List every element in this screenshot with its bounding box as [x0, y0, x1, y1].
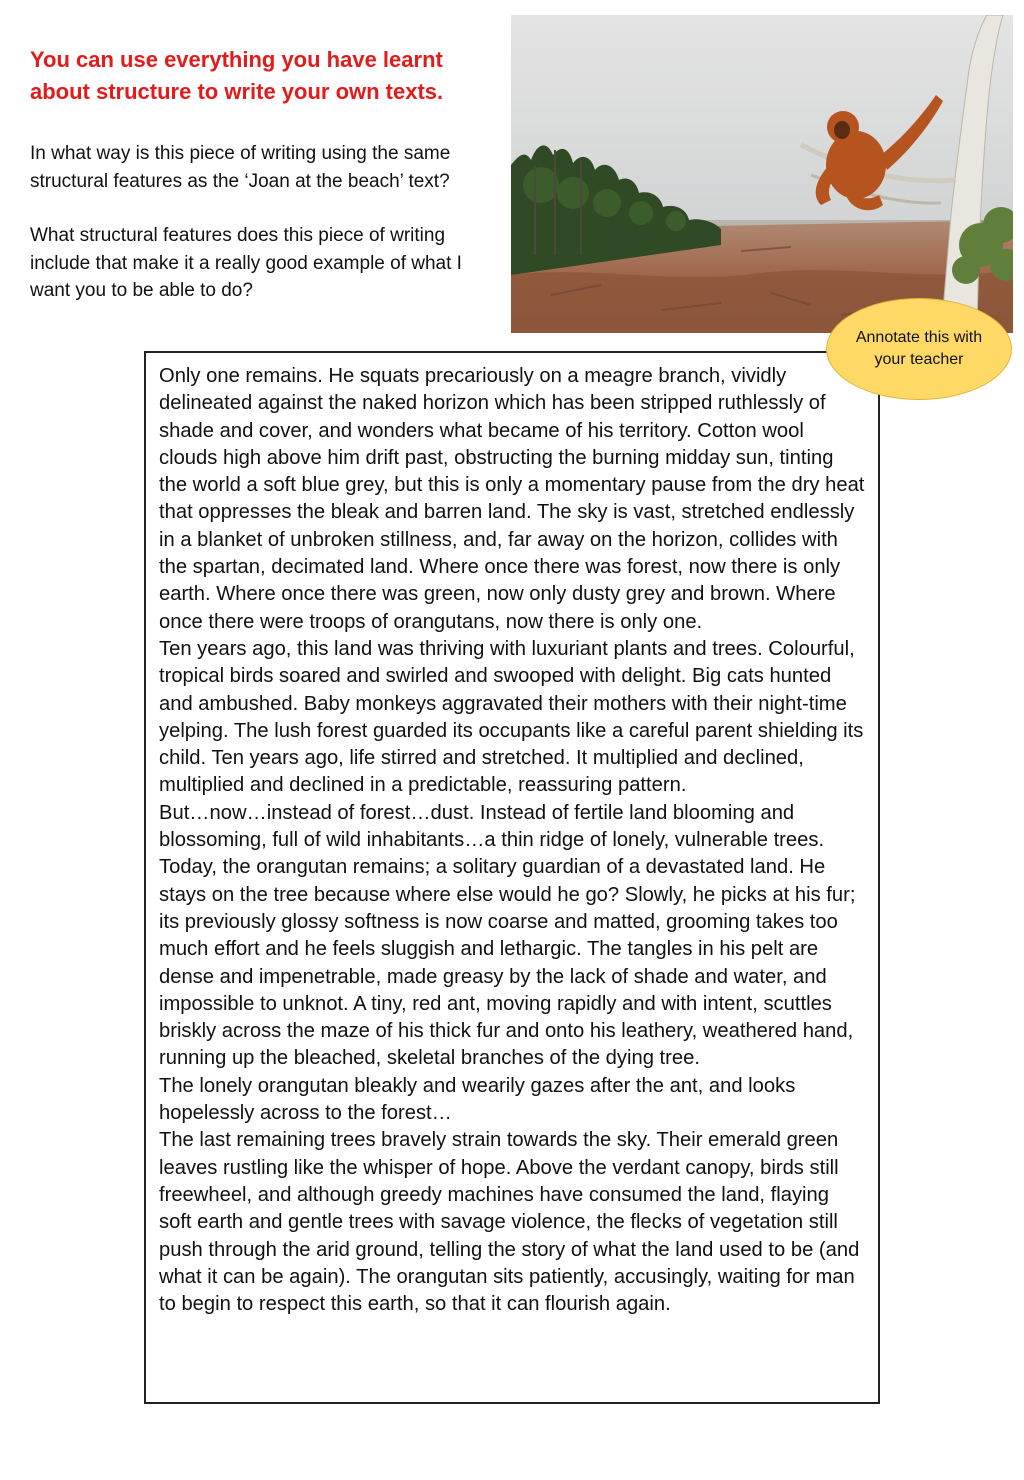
- story-text-box: [144, 351, 880, 1404]
- question-1: In what way is this piece of writing using the same structural features as the ‘Joan at the beach’ text?: [30, 143, 451, 192]
- story-paragraph-4: The lonely orangutan bleakly and wearily gazes after the ant, and looks hopelessly across to the forest…: [159, 1074, 796, 1125]
- story-paragraph-2: Ten years ago, this land was thriving with luxuriant plants and trees. Colourful, tropical birds soared and swirled and swooped with delight. Big cats hunted and ambushed. Baby monkeys aggravated their mothers with their night-time yelping. The lush forest guarded its occupants like a careful parent shielding its child. Ten years ago, life stirred and stretched. It multiplied and declined, multiplied and declined in a predictable, reassuring pattern.: [159, 637, 864, 797]
- story-paragraph-3: But…now…instead of forest…dust. Instead of fertile land blooming and blossoming, full of wild inhabitants…a thin ridge of lonely, vulnerable trees. Today, the orangutan remains; a solitary guardian of a devastated land. He stays on the tree because where else would he go? Slowly, he picks at his fur; its previously glossy softness is now coarse and matted, grooming takes too much effort and he feels sluggish and lethargic. The tangles in his pelt are dense and impenetrable, made greasy by the lack of shade and water, and impossible to unknot. A tiny, red ant, moving rapidly and with intent, scuttles briskly across the maze of his thick fur and onto his leathery, weathered hand, running up the bleached, skeletal branches of the dying tree.: [159, 801, 856, 1070]
- story-paragraph-1: Only one remains. He squats precariously on a meagre branch, vividly delineated against the naked horizon which has been stripped ruthlessly of shade and cover, and wonders what became of his territory. Cotton wool clouds high above him drift past, obstructing the burning midday sun, tinting the world a soft blue grey, but this is only a momentary pause from the dry heat that oppresses the bleak and barren land. The sky is vast, stretched endlessly in a blanket of unbroken stillness, and, far away on the horizon, collides with the spartan, decimated land. Where once there was forest, now there is only earth. Where once there was green, now only dusty grey and brown. Where once there were troops of orangutans, now there is only one.: [159, 365, 865, 633]
- question-2: What structural features does this piece of writing include that make it a really good example of what I want you to be able to do?: [30, 225, 462, 301]
- orangutan-photo: [511, 15, 1013, 333]
- story-paragraph-5: The last remaining trees bravely strain towards the sky. Their emerald green leaves rustling like the whisper of hope. Above the verdant canopy, birds still freewheel, and although greedy machines have consumed the land, flaying soft earth and gentle trees with savage violence, the flecks of vegetation still push through the arid ground, telling the story of what the land used to be (and what it can be again). The orangutan sits patiently, accusingly, waiting for man to begin to respect this earth, so that it can flourish again.: [159, 1129, 860, 1316]
- annotate-callout: Annotate this with your teacher: [826, 298, 1012, 400]
- worksheet-heading: You can use everything you have learnt about structure to write your own texts.: [30, 47, 444, 104]
